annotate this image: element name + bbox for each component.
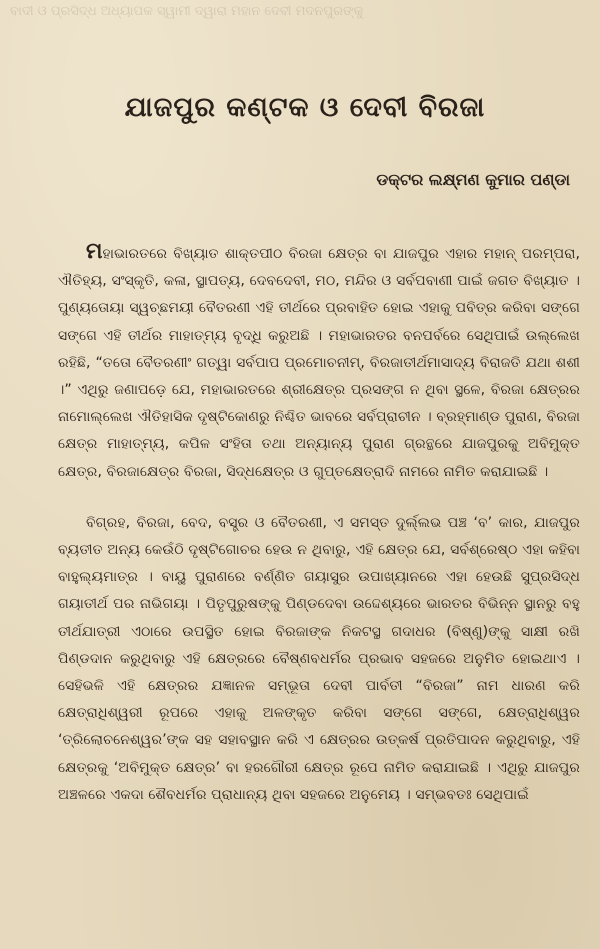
- bleed-through-text: ବାଦୀ ଓ ପ୍ରସିଦ୍ଧ ଅଧ୍ୟାପକ ସ୍ୱାମୀ ଦ୍ୱାରା ମହାନ ଦେବୀ ମଦନପୁରଙ୍କୁ: [10, 4, 364, 19]
- paragraph-1-text: ହାଭାରତରେ ବିଖ୍ୟାତ ଶାକ୍ତପୀଠ ବିରଜା କ୍ଷେତ୍ର ବା ଯାଜପୁର ଏହାର ମହାନ୍ ପରମ୍ପରା, ଐତିହ୍ୟ, ସଂସ୍କୃତି, କଳା, ସ୍ଥାପତ୍ୟ, ଦେବଦେବୀ, ମଠ, ମନ୍ଦିର ଓ ସର୍ବପବାଣୀ ପାଇଁ ଜଗତ ବିଖ୍ୟାତ । ପୁଣ୍ୟତୋୟା ସ୍ୱଚ୍ଛମୟୀ ବୈତରଣୀ ଏହି ତୀର୍ଥରେ ପ୍ରବାହିତ ହୋଇ ଏହାକୁ ପବିତ୍ର କରିବା ସଙ୍ଗେ ସଙ୍ଗେ ଏହି ତୀର୍ଥର ମାହାତ୍ମ୍ୟ ବୃଦ୍ଧି କରୁଅଛି । ମହାଭାରତର ବନପର୍ବରେ ସେଥିପାଇଁ ଉଲ୍ଲେଖ ରହିଛି, “ତତୋ ବୈତରଣୀଂ ଗତ୍ୱା ସର୍ବପାପ ପ୍ରମୋଚନୀମ୍, ବିରଜାତୀର୍ଥମାସାଦ୍ୟ ବିରାଜତି ଯଥା ଶଶୀ ।” ଏଥିରୁ ଜଣାପଡ଼େ ଯେ, ମହାଭାରତରେ ଶ୍ରୀକ୍ଷେତ୍ର ପ୍ରସଙ୍ଗ ନ ଥିବା ସ୍ଥଳେ, ବିରଜା କ୍ଷେତ୍ରର ନାମୋଲ୍ଲେଖ ଐତିହାସିକ ଦୃଷ୍ଟିକୋଣରୁ ନିଶ୍ଚିତ ଭାବରେ ସର୍ବପ୍ରାଚୀନ । ବ୍ରହ୍ମାଣ୍ଡ ପୁରାଣ, ବିରଜା କ୍ଷେତ୍ର ମାହାତ୍ମ୍ୟ, କପିଳ ସଂହିତା ତଥା ଅନ୍ୟାନ୍ୟ ପୁରାଣ ଗ୍ରନ୍ଥରେ ଯାଜପୁରକୁ ଅବିମୁକ୍ତ କ୍ଷେତ୍ର, ବିରଜାକ୍ଷେତ୍ର ବିରଜା, ସିଦ୍ଧକ୍ଷେତ୍ର ଓ ଗୁପ୍ତକ୍ଷେତ୍ରାଦି ନାମରେ ନାମିତ କରାଯାଇଛି ।: [58, 246, 580, 480]
- paragraph-2: ବିଗ୍ରହ, ବିରଜା, ବେଦ, ବସ୍ତ୍ର ଓ ବୈତରଣୀ, ଏ ସମସ୍ତ ଦୁର୍ଲ୍ଲଭ ପଞ୍ଚ ‘ବ’ କାର, ଯାଜପୁର ବ୍ୟତୀତ ଅନ୍ୟ କେଉଁଠି ଦୃଷ୍ଟିଗୋଚର ହେଉ ନ ଥିବାରୁ, ଏହି କ୍ଷେତ୍ର ଯେ, ସର୍ବଶ୍ରେଷ୍ଠ ଏହା କହିବା ବାହୁଲ୍ୟମାତ୍ର । ବାୟୁ ପୁରାଣରେ ବର୍ଣ୍ଣିତ ଗୟାସୁର ଉପାଖ୍ୟାନରେ ଏହା ହେଉଛି ସୁପ୍ରସିଦ୍ଧ ଗୟାତୀର୍ଥ ପର ନାଭିଗୟା । ପିତୃପୁରୁଷଙ୍କୁ ପିଣ୍ଡଦେବା ଉଦ୍ଦେଶ୍ୟରେ ଭାରତର ବିଭିନ୍ନ ସ୍ଥାନରୁ ବହୁ ତୀର୍ଥଯାତ୍ରୀ ଏଠାରେ ଉପସ୍ଥିତ ହୋଇ ବିରଜାଙ୍କ ନିକଟସ୍ଥ ଗଦାଧର (ବିଷ୍ଣୁ)ଙ୍କୁ ସାକ୍ଷୀ ରଖି ପିଣ୍ଡଦାନ କରୁଥିବାରୁ ଏହି କ୍ଷେତ୍ରରେ ବୈଷ୍ଣବଧର୍ମର ପ୍ରଭାବ ସହଜରେ ଅନୁମିତ ହୋଇଥାଏ । ସେହିଭଳି ଏହି କ୍ଷେତ୍ରର ଯଜ୍ଞାନଳ ସମ୍ଭୂତା ଦେବୀ ପାର୍ବତୀ “ବିରଜା” ନାମ ଧାରଣ କରି କ୍ଷେତ୍ରାଧିଶ୍ୱରୀ ରୂପରେ ଏହାକୁ ଅଳଙ୍କୃତ କରିବା ସଙ୍ଗେ ସଙ୍ଗେ, କ୍ଷେତ୍ରାଧିଶ୍ୱର ‘ତ୍ରିଲୋଚନେଶ୍ୱର’ଙ୍କ ସହ ସହାବସ୍ଥାନ କରି ଏ କ୍ଷେତ୍ରର ଉତ୍କର୍ଷ ପ୍ରତିପାଦନ କରୁଥିବାରୁ, ଏହି କ୍ଷେତ୍ରକୁ ‘ଅବିମୁକ୍ତ କ୍ଷେତ୍ର’ ବା ହରଗୌରୀ କ୍ଷେତ୍ର ରୂପେ ନାମିତ କରାଯାଇଛି । ଏଥିରୁ ଯାଜପୁର ଅଞ୍ଚଳରେ ଏକଦା ଶୈବଧର୍ମର ପ୍ରାଧାନ୍ୟ ଥିବା ସହଜରେ ଅନୁମେୟ । ସମ୍ଭବତଃ ସେଥିପାଇଁ: [58, 514, 580, 803]
- paragraph-1: [58, 238, 580, 486]
- article-body: [58, 238, 580, 809]
- author-name: ଡକ୍ଟର ଲକ୍ଷ୍ମଣ କୁମାର ପଣ୍ଡା: [376, 170, 570, 189]
- drop-cap: ମ: [86, 239, 103, 264]
- article-title: ଯାଜପୁର କଣ୍ଟକ ଓ ଦେବୀ ବିରଜା: [124, 92, 486, 123]
